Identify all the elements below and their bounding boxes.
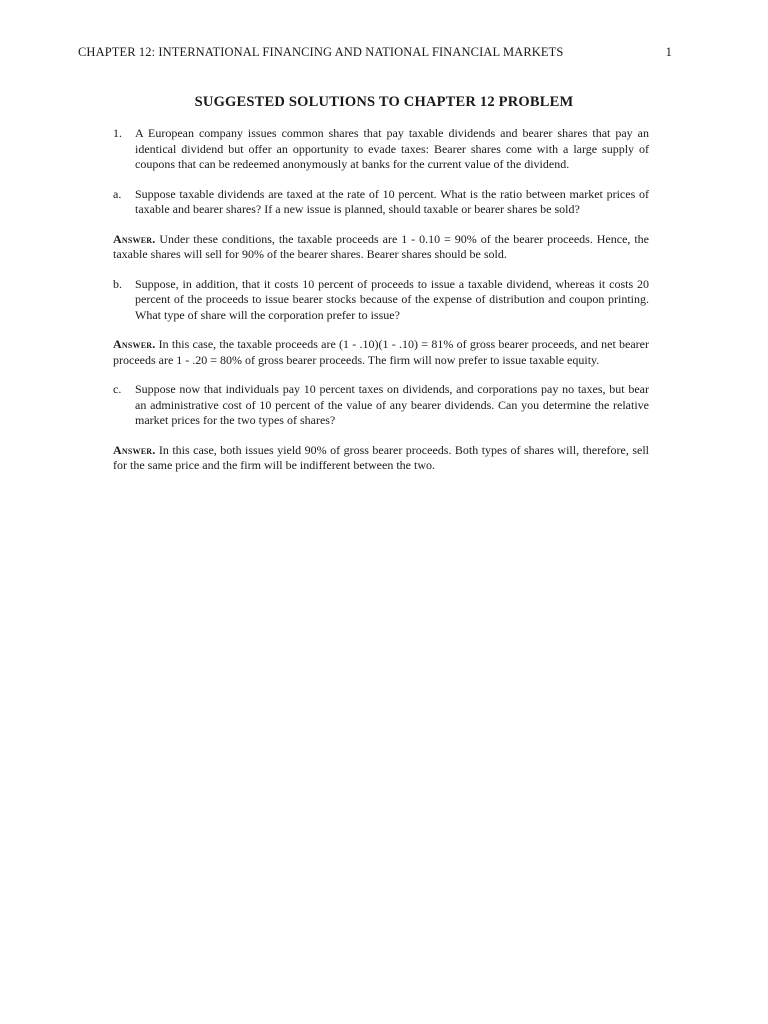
part-c-answer-text: In this case, both issues yield 90% of gross bearer proceeds. Both types of shares will, therefore, sell for the same price and the firm will be indifferent between the two.	[113, 442, 649, 472]
running-header	[78, 45, 672, 60]
page-number: 1	[665, 45, 672, 59]
problem-text: A European company issues common shares that pay taxable dividends and bearer shares that pay an identical dividend but offer an opportunity to evade taxes: Bearer shares come with a large supply of coupons that can be redeemed anonymously at banks for the current value of the dividend.	[135, 126, 649, 171]
part-b-answer	[113, 337, 649, 368]
part-c-answer	[113, 443, 649, 474]
part-b-question	[113, 277, 649, 324]
part-b-answer-label: Answer.	[113, 337, 156, 351]
part-c-marker: c.	[113, 382, 122, 396]
part-b-answer-text: In this case, the taxable proceeds are (1 - .10)(1 - .10) = 81% of gross bearer proceeds, and net bearer proceeds are 1 - .20 = 80% of gross bearer proceeds. The firm will now prefer to issue taxable equity.	[113, 337, 650, 367]
part-a-question-text: Suppose taxable dividends are taxed at the rate of 10 percent. What is the ratio between market prices of taxable and bearer shares? If a new issue is planned, should taxable or bearer shares be sold?	[135, 186, 649, 216]
chapter-title: CHAPTER 12: INTERNATIONAL FINANCING AND NATIONAL FINANCIAL MARKETS	[78, 45, 564, 59]
document-title: SUGGESTED SOLUTIONS TO CHAPTER 12 PROBLEM	[194, 94, 574, 110]
problem-number: 1.	[113, 126, 122, 140]
part-c-question	[113, 382, 649, 429]
part-b-question-text: Suppose, in addition, that it costs 10 percent of proceeds to issue a taxable dividend, whereas it costs 20 percent of the proceeds to issue bearer stocks because of the expense of distribution and coupon printing. What type of share will the corporation prefer to issue?	[135, 276, 649, 322]
problem-statement	[113, 126, 649, 173]
part-c-question-text: Suppose now that individuals pay 10 percent taxes on dividends, and corporations pay no taxes, but bear an administrative cost of 10 percent of the value of any bearer dividends. Can you determine the relative market prices for the two types of shares?	[135, 382, 649, 427]
part-c-answer-label: Answer.	[113, 442, 156, 457]
part-a-marker: a.	[113, 186, 122, 201]
part-a-answer	[113, 232, 649, 263]
part-b-marker: b.	[113, 276, 122, 291]
part-a-answer-text: Under these conditions, the taxable proceeds are 1 - 0.10 = 90% of the bearer proceeds. Hence, the taxable shares will sell for 90% of the bearer shares. Bearer shares should be sold.	[113, 231, 650, 261]
part-a-answer-label: Answer.	[113, 231, 156, 246]
part-a-question	[113, 187, 649, 218]
document-body	[113, 126, 649, 488]
